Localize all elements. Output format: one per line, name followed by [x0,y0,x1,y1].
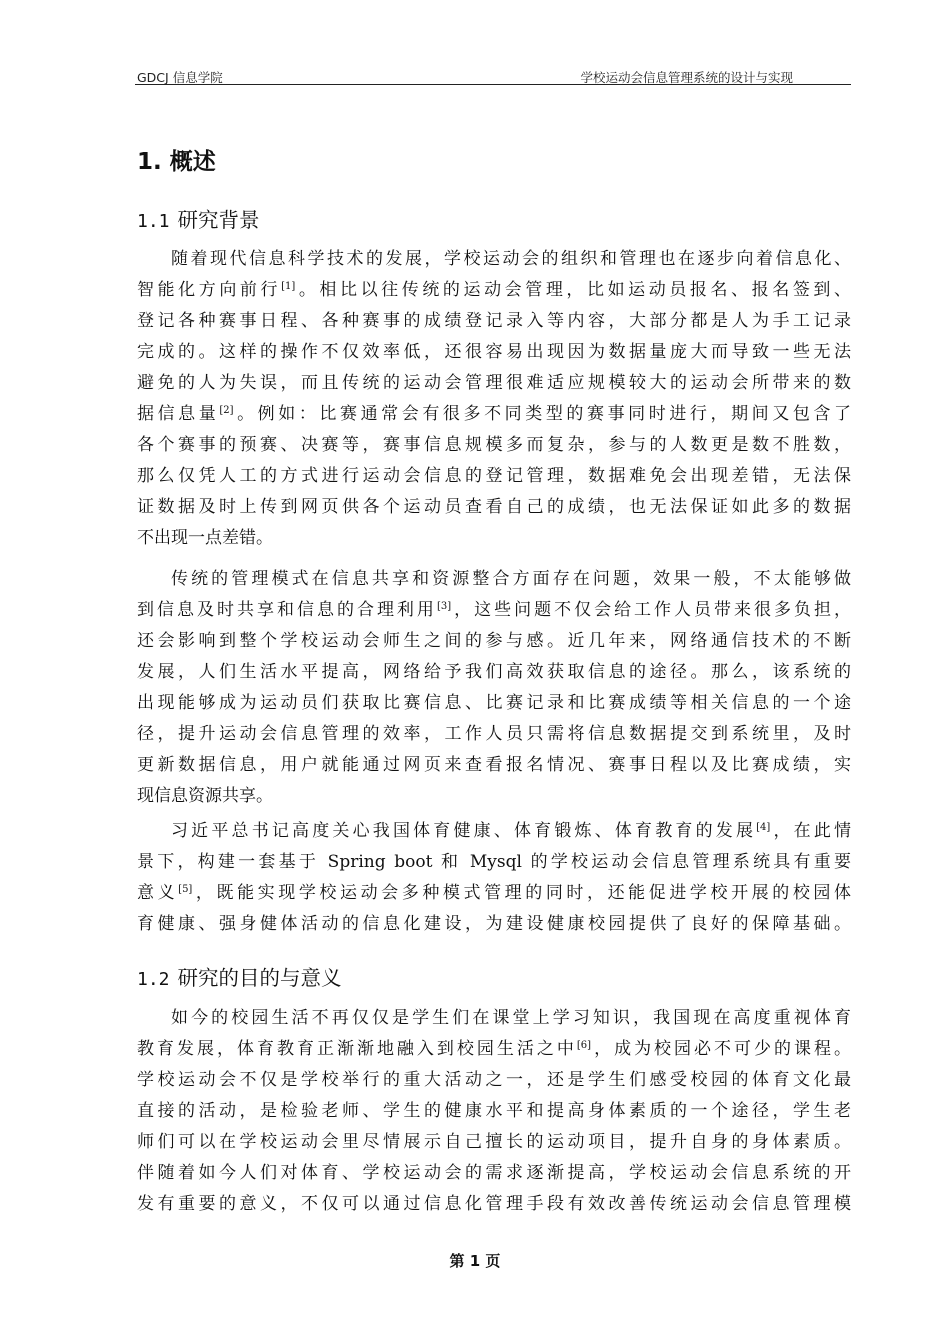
line-text: 避免的人为失误，而且传统的运动会管理很难适应规模较大的运动会所带来的数 [137,373,851,393]
line-text: 传统的管理模式在信息共享和资源整合方面存在问题，效果一般，不太能够做 [171,569,851,589]
line-text: 景下，构建一套基于 Spring boot 和 Mysql 的学校运动会信息管理系统具有重要 [137,852,851,872]
line-text-continued: ，成为校园必不可少的课程。 [591,1039,851,1059]
paragraph-line [137,1130,851,1154]
paragraph-line [137,850,851,874]
citation-ref: [3] [436,601,452,612]
paragraph-line [137,402,851,426]
section-number: 1.2 [137,969,170,990]
paragraph-line [171,819,851,843]
line-text: 出现能够成为运动员们获取比赛信息、比赛记录和比赛成绩等相关信息的一个途 [137,693,851,713]
line-text: 证数据及时上传到网页供各个运动员查看自己的成绩，也无法保证如此多的数据 [137,497,851,517]
header-left: GDCJ 信息学院 [137,70,223,85]
line-text: 现信息资源共享。 [137,786,273,806]
line-text-continued: ，既能实现学校运动会多种模式管理的同时，还能促进学校开展的校园体 [192,883,851,903]
line-text: 到信息及时共享和信息的合理利用 [137,600,437,620]
paragraph-line [137,629,851,653]
line-text: 发展，人们生活水平提高，网络给予我们高效获取信息的途径。那么，该系统的 [137,662,851,682]
line-text: 直接的活动，是检验老师、学生的健康水平和提高身体素质的一个途径，学生老 [137,1101,851,1121]
citation-ref: [1] [281,281,296,292]
line-text: 学校运动会不仅是学校举行的重大活动之一，还是学生们感受校园的体育文化最 [137,1070,851,1090]
line-text: 径，提升运动会信息管理的效率，工作人员只需将信息数据提交到系统里，及时 [137,724,851,744]
line-text: 伴随着如今人们对体育、学校运动会的需求逐渐提高，学校运动会信息系统的开 [137,1163,851,1183]
paragraph-line [137,1068,851,1092]
line-text: 如今的校园生活不再仅仅是学生们在课堂上学习知识，我国现在高度重视体育 [171,1008,851,1028]
paragraph-line [171,567,851,591]
paragraph-line [137,278,851,302]
line-text: 那么仅凭人工的方式进行运动会信息的登记管理，数据难免会出现差错，无法保 [137,466,851,486]
line-text: 师们可以在学校运动会里尽情展示自己擅长的运动项目，提升自身的身体素质。 [137,1132,851,1152]
paragraph-line [137,753,851,777]
line-text: 不出现一点差错。 [137,528,273,548]
paragraph-line [137,340,851,364]
section-title: 研究背景 [177,208,260,232]
header-right: 学校运动会信息管理系统的设计与实现 [580,70,793,85]
line-text: 随着现代信息科学技术的发展，学校运动会的组织和管理也在逐步向着信息化、 [171,249,851,269]
line-text: 各个赛事的预赛、决赛等，赛事信息规模多而复杂，参与的人数更是数不胜数， [137,435,851,455]
line-text: 发有重要的意义，不仅可以通过信息化管理手段有效改善传统运动会信息管理模 [137,1194,851,1214]
paragraph-line [137,784,851,808]
chapter-title: 1. 概述 [137,149,216,175]
paragraph-line [137,598,851,622]
paragraph-line [137,691,851,715]
line-text: 习近平总书记高度关心我国体育健康、体育锻炼、体育教育的发展 [171,821,757,841]
page-number: 第 1 页 [449,1252,501,1270]
line-text-continued: ，这些问题不仅会给工作人员带来很多负担， [451,600,851,620]
section-heading-1-1 [137,203,260,233]
line-text: 意义 [137,883,179,903]
page-header [135,68,851,85]
paragraph-line [137,309,851,333]
paragraph-line [137,1192,851,1216]
paragraph-line [137,912,851,936]
paragraph-line [137,1037,851,1061]
citation-ref: [2] [219,405,234,416]
line-text: 据信息量 [137,404,220,424]
paragraph-line [137,526,851,550]
line-text: 登记各种赛事日程、各种赛事的成绩登记录入等内容，大部分都是人为手工记录 [137,311,851,331]
line-text-continued: 。例如：比赛通常会有很多不同类型的赛事同时进行，期间又包含了 [233,404,851,424]
section-heading-1-2 [137,961,342,991]
paragraph-line [137,433,851,457]
paragraph-line [137,495,851,519]
paragraph-line [171,247,851,271]
paragraph-line [137,464,851,488]
citation-ref: [6] [576,1040,592,1051]
line-text: 更新数据信息，用户就能通过网页来查看报名情况、赛事日程以及比赛成绩，实 [137,755,851,775]
line-text: 完成的。这样的操作不仅效率低，还很容易出现因为数据量庞大而导致一些无法 [137,342,851,362]
citation-ref: [5] [178,884,193,895]
line-text-continued: ，在此情 [770,821,851,841]
paragraph-line [137,722,851,746]
paragraph-line [137,371,851,395]
line-text: 教育发展，体育教育正渐渐地融入到校园生活之中 [137,1039,577,1059]
section-title: 研究的目的与意义 [177,966,342,990]
citation-ref: [4] [756,822,771,833]
line-text: 育健康、强身健体活动的信息化建设，为建设健康校园提供了良好的保障基础。 [137,914,851,934]
paragraph-line [137,660,851,684]
paragraph-line [137,881,851,905]
paragraph-line [137,1161,851,1185]
line-text: 智能化方向前行 [137,280,282,300]
line-text: 还会影响到整个学校运动会师生之间的参与感。近几年来，网络通信技术的不断 [137,631,851,651]
paragraph-line [171,1006,851,1030]
section-number: 1.1 [137,211,170,232]
paragraph-line [137,1099,851,1123]
line-text-continued: 。相比以往传统的运动会管理，比如运动员报名、报名签到、 [295,280,851,300]
